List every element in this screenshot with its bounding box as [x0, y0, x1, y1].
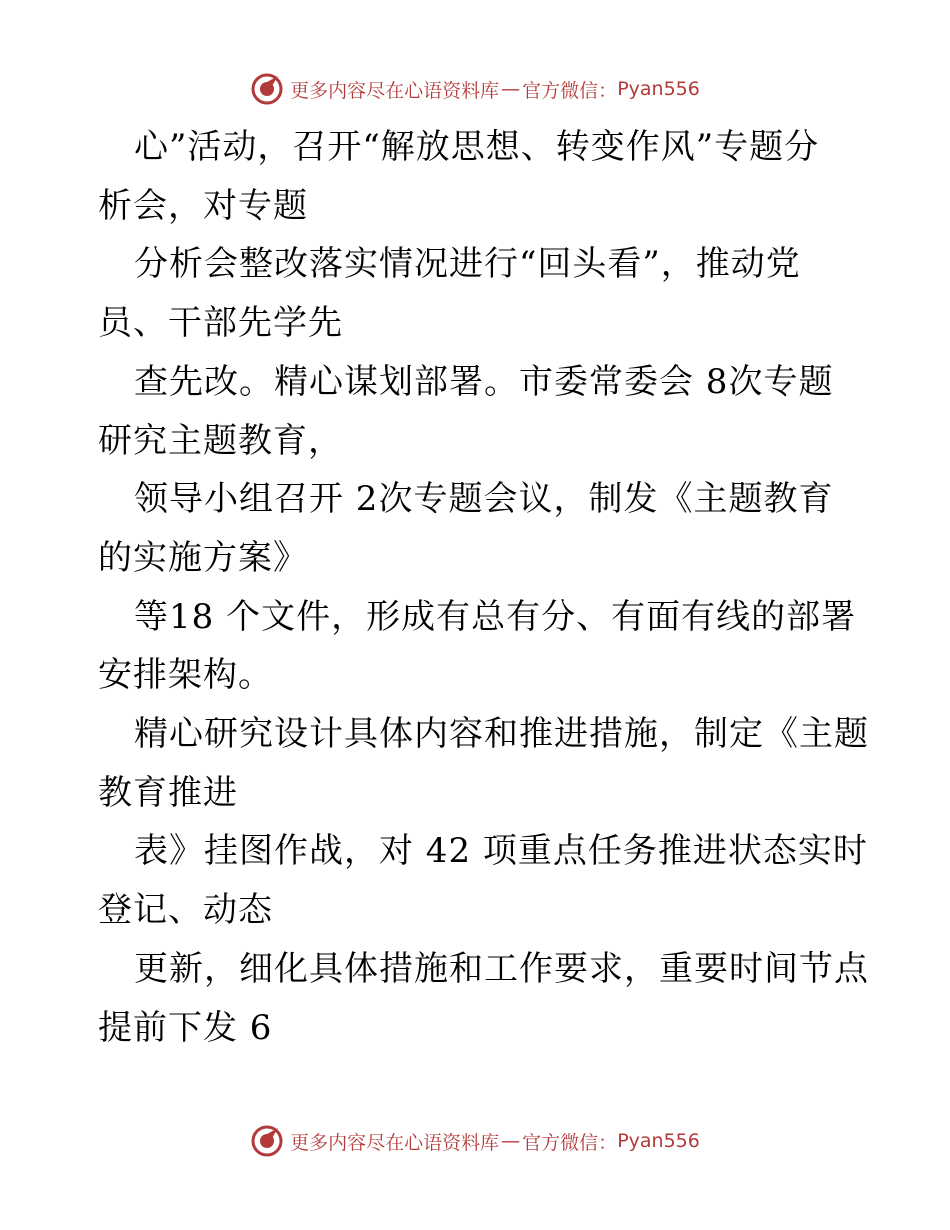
text-line: 表》挂图作战，对 42 项重点任务推进状态实时: [134, 831, 868, 872]
text-line: 登记、动态: [98, 890, 273, 931]
text-line: 的实施方案》: [98, 537, 308, 578]
banner-separator: —: [501, 1130, 521, 1152]
banner-wechat-label: 官方微信：: [522, 1131, 618, 1154]
text-line: 精心研究设计具体内容和推进措施，制定《主题: [134, 714, 869, 755]
logo-icon: [250, 1124, 284, 1158]
logo-icon: [250, 72, 284, 106]
text-line: 提前下发 6: [98, 1007, 273, 1048]
text-line: 领导小组召开 2次专题会议，制发《主题教育: [134, 479, 834, 520]
text-line: 析会，对专题: [98, 185, 308, 226]
banner-wechat-id: Pyan556: [617, 78, 700, 100]
banner-separator: —: [501, 78, 521, 100]
banner-wechat-id: Pyan556: [617, 1130, 700, 1152]
text-line: 员、干部先学先: [98, 303, 343, 344]
banner-text: 更多内容尽在心语资料库: [290, 79, 500, 102]
document-body: [98, 118, 869, 1057]
text-line: 查先改。精心谋划部署。市委常委会 8次专题: [134, 361, 834, 402]
text-line: 等18 个文件，形成有总有分、有面有线的部署: [134, 596, 857, 637]
text-line: 安排架构。: [98, 655, 273, 696]
text-line: 心”活动，召开“解放思想、转变作风”专题分: [134, 127, 820, 167]
text-line: 更新，细化具体措施和工作要求，重要时间节点: [134, 948, 869, 989]
banner-text: 更多内容尽在心语资料库: [290, 1131, 500, 1154]
footer-banner: [0, 1124, 950, 1158]
text-line: 分析会整改落实情况进行“回头看”，推动党: [134, 244, 801, 285]
text-line: 教育推进: [98, 772, 238, 813]
text-line: 研究主题教育，: [98, 420, 343, 461]
header-banner: [0, 72, 950, 106]
banner-wechat-label: 官方微信：: [522, 79, 618, 102]
